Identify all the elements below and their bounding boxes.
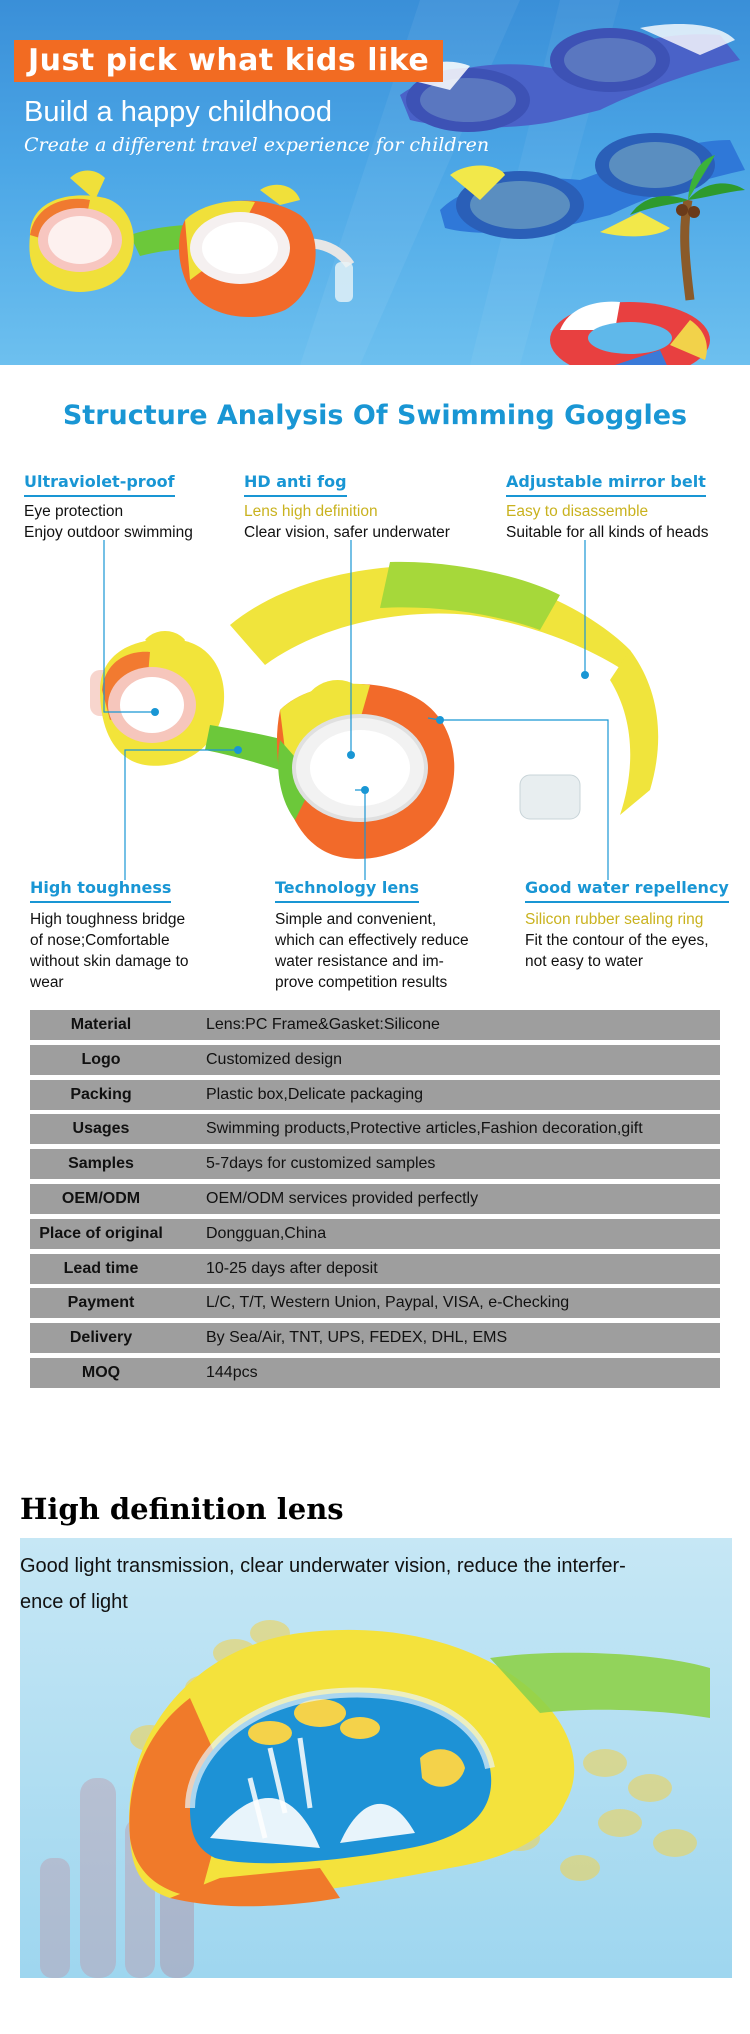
goggle-diagram: [90, 540, 660, 880]
spec-value: 10-25 days after deposit: [206, 1259, 378, 1277]
spec-key: Place of original: [39, 1224, 163, 1242]
feature-heading: Ultraviolet-proof: [24, 472, 175, 497]
spec-key: OEM/ODM: [61, 1189, 141, 1207]
spec-value: Customized design: [206, 1050, 343, 1068]
spec-value: OEM/ODM services provided perfectly: [206, 1189, 479, 1207]
feature-line: Easy to disassemble: [506, 503, 649, 520]
feature-line: not easy to water: [525, 953, 644, 970]
hd-description: [20, 1548, 732, 1620]
feature-line: High toughness bridge: [30, 911, 186, 928]
spec-table: [30, 1010, 720, 1393]
feature-water-repellency: [525, 878, 740, 972]
feature-line: Suitable for all kinds of heads: [506, 524, 709, 541]
feature-heading: HD anti fog: [244, 472, 347, 497]
structure-title: Structure Analysis Of Swimming Goggles: [62, 400, 688, 431]
feature-line: Silicon rubber sealing ring: [525, 911, 704, 928]
spec-value: 144pcs: [206, 1363, 258, 1381]
feature-line: Simple and convenient,: [275, 911, 437, 928]
feature-technology-lens: [275, 878, 485, 993]
spec-key: Packing: [70, 1085, 132, 1103]
spec-key: Logo: [81, 1050, 121, 1068]
hd-description-line: ence of light: [20, 1591, 128, 1613]
hero-banner: [0, 0, 750, 365]
spec-value: Swimming products,Protective articles,Fashion decoration,gift: [206, 1120, 643, 1138]
spec-key: Usages: [72, 1120, 130, 1138]
spec-row-lead-time: [30, 1254, 720, 1284]
spec-key: MOQ: [81, 1363, 121, 1381]
feature-heading: Good water repellency: [525, 878, 729, 903]
right-eyepiece: [277, 680, 454, 859]
spec-row-place: [30, 1219, 720, 1249]
spec-row-oem: [30, 1184, 720, 1214]
spec-row-payment: [30, 1288, 720, 1318]
spec-value: By Sea/Air, TNT, UPS, FEDEX, DHL, EMS: [206, 1329, 508, 1347]
spec-row-logo: [30, 1045, 720, 1075]
feature-ultraviolet: [24, 472, 193, 543]
feature-line: which can effectively reduce: [275, 932, 469, 949]
feature-anti-fog: [244, 472, 450, 543]
feature-heading: High toughness: [30, 878, 171, 903]
feature-heading: Adjustable mirror belt: [506, 472, 706, 497]
feature-line: wear: [30, 974, 64, 991]
hero-title: Build a happy childhood: [24, 96, 332, 128]
spec-row-delivery: [30, 1323, 720, 1353]
spec-key: Lead time: [63, 1259, 139, 1277]
spec-value: L/C, T/T, Western Union, Paypal, VISA, e-Checking: [206, 1294, 570, 1312]
feature-line: prove competition results: [275, 974, 448, 991]
feature-line: Eye protection: [24, 503, 124, 520]
spec-key: Material: [70, 1016, 132, 1033]
spec-row-packing: [30, 1080, 720, 1110]
spec-key: Samples: [68, 1155, 134, 1173]
feature-line: Clear vision, safer underwater: [244, 524, 450, 541]
spec-value: Dongguan,China: [206, 1224, 327, 1242]
hero-subtitle: Create a different travel experience for children: [24, 134, 490, 156]
feature-mirror-belt: [506, 472, 708, 543]
left-eyepiece: [100, 631, 224, 766]
spec-row-material: [30, 1010, 720, 1040]
hd-title: High definition lens: [20, 1492, 344, 1526]
spec-row-usages: [30, 1114, 720, 1144]
nose-bridge: [205, 725, 285, 770]
feature-line: Enjoy outdoor swimming: [24, 524, 193, 541]
strap-clip-icon: [520, 775, 580, 819]
spec-value: 5-7days for customized samples: [206, 1155, 436, 1173]
spec-row-moq: [30, 1358, 720, 1388]
feature-line: Fit the contour of the eyes,: [525, 932, 709, 949]
feature-line: Lens high definition: [244, 503, 378, 520]
feature-heading: Technology lens: [275, 878, 419, 903]
hd-lens-panel: [20, 1538, 732, 1978]
feature-high-toughness: [30, 878, 215, 993]
spec-key: Payment: [67, 1294, 135, 1312]
spec-key: Delivery: [69, 1329, 133, 1347]
spec-row-samples: [30, 1149, 720, 1179]
kids-goggle-front: [29, 171, 353, 318]
feature-line: water resistance and im-: [275, 953, 444, 970]
spec-value: Plastic box,Delicate packaging: [206, 1085, 424, 1103]
spec-value: Lens:PC Frame&Gasket:Silicone: [206, 1016, 440, 1033]
hd-description-line: Good light transmission, clear underwater vision, reduce the interfer-: [20, 1555, 626, 1577]
feature-line: without skin damage to: [30, 953, 189, 970]
float-ring: [550, 302, 710, 365]
hero-tagline: Just pick what kids like: [14, 40, 443, 82]
feature-line: of nose;Comfortable: [30, 932, 170, 949]
